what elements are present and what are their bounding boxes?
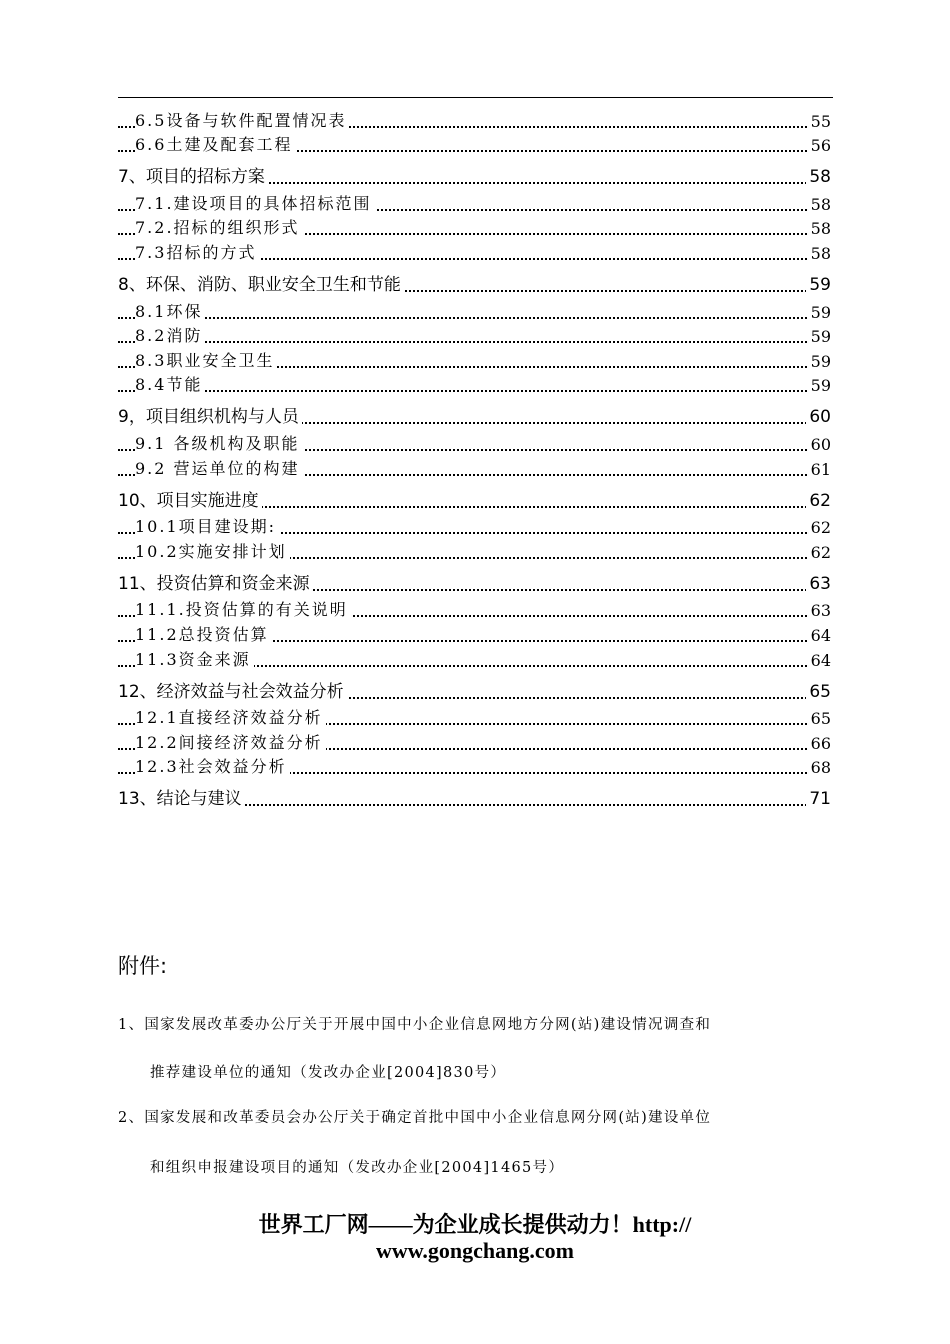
toc-entry-label: 9.1 各级机构及职能 (135, 431, 303, 454)
toc-leader-dots (118, 390, 831, 392)
toc-entry-page-number: 59 (806, 275, 831, 295)
toc-entry-label: 8.3职业安全卫生 (135, 348, 277, 371)
toc-entry-label: 7、项目的招标方案 (118, 162, 268, 187)
toc-entry-page-number: 71 (806, 789, 831, 809)
toc-entry-page-number: 62 (806, 491, 831, 511)
toc-entry-label: 8、环保、消防、职业安全卫生和节能 (118, 270, 404, 295)
toc-section-entry[interactable] (118, 456, 831, 481)
toc-section-entry[interactable] (118, 755, 831, 780)
toc-entry-label: 7.1.建设项目的具体招标范围 (135, 191, 375, 214)
attachment-1-line2: 推荐建设单位的通知（发改办企业[2004]830号） (150, 1065, 507, 1081)
toc-entry-page-number: 59 (808, 352, 831, 371)
toc-entry-label: 8.2消防 (135, 324, 205, 347)
toc-section-entry[interactable] (118, 622, 831, 647)
toc-section-entry[interactable] (118, 598, 831, 623)
toc-entry-page-number: 58 (808, 219, 831, 238)
toc-section-entry[interactable] (118, 133, 831, 158)
toc-entry-label: 12、经济效益与社会效益分析 (118, 677, 347, 702)
toc-entry-page-number: 64 (808, 651, 831, 670)
toc-entry-page-number: 64 (808, 626, 831, 645)
toc-section-entry[interactable] (118, 108, 831, 133)
toc-section-entry[interactable] (118, 647, 831, 672)
toc-section-entry[interactable] (118, 348, 831, 373)
toc-section-entry[interactable] (118, 706, 831, 731)
toc-entry-page-number: 56 (808, 136, 831, 155)
toc-section-entry[interactable] (118, 240, 831, 265)
toc-entry-page-number: 59 (808, 327, 831, 346)
toc-entry-label: 8.1环保 (135, 299, 205, 322)
toc-entry-label: 7.3招标的方式 (135, 240, 259, 263)
toc-section-entry[interactable] (118, 539, 831, 564)
toc-chapter-entry[interactable] (118, 672, 831, 706)
toc-leader-dots (118, 341, 831, 343)
toc-chapter-entry[interactable] (118, 397, 831, 431)
toc-chapter-entry[interactable] (118, 564, 831, 598)
toc-entry-page-number: 58 (808, 244, 831, 263)
toc-section-entry[interactable] (118, 299, 831, 324)
toc-entry-page-number: 61 (808, 460, 831, 479)
toc-entry-label: 11.3资金来源 (135, 647, 254, 670)
attachment-2-line1: 2、国家发展和改革委员会办公厅关于确定首批中国中小企业信息网分网(站)建设单位 (118, 1110, 712, 1126)
toc-entry-label: 10.1项目建设期: (135, 515, 279, 538)
footer-url: www.gongchang.com (375, 1238, 574, 1263)
table-of-contents (118, 108, 831, 813)
toc-entry-page-number: 66 (808, 734, 831, 753)
toc-entry-label: 7.2.招标的组织形式 (135, 216, 303, 239)
toc-entry-page-number: 65 (806, 682, 831, 702)
toc-entry-label: 6.6土建及配套工程 (135, 133, 295, 156)
toc-section-entry[interactable] (118, 431, 831, 456)
attachment-1-line1: 1、国家发展改革委办公厅关于开展中国中小企业信息网地方分网(站)建设情况调查和 (118, 1017, 712, 1033)
toc-section-entry[interactable] (118, 730, 831, 755)
toc-entry-label: 12.1直接经济效益分析 (135, 706, 326, 729)
toc-entry-label: 9，项目组织机构与人员 (118, 402, 302, 427)
toc-section-entry[interactable] (118, 216, 831, 241)
toc-entry-label: 10.2实施安排计划 (135, 539, 290, 562)
toc-entry-label: 11.1.投资估算的有关说明 (135, 598, 351, 621)
toc-entry-page-number: 59 (808, 376, 831, 395)
header-rule (118, 97, 833, 98)
toc-chapter-entry[interactable] (118, 265, 831, 299)
toc-entry-label: 10、项目实施进度 (118, 486, 262, 511)
footer-slogan: 世界工厂网——为企业成长提供动力！http:// (258, 1212, 692, 1237)
toc-chapter-entry[interactable] (118, 481, 831, 515)
toc-entry-page-number: 60 (806, 407, 831, 427)
toc-entry-label: 6.5设备与软件配置情况表 (135, 108, 349, 131)
toc-entry-label: 11、投资估算和资金来源 (118, 569, 313, 594)
toc-leader-dots (118, 317, 831, 319)
toc-entry-label: 12.3社会效益分析 (135, 755, 290, 778)
toc-section-entry[interactable] (118, 373, 831, 398)
toc-entry-page-number: 68 (808, 758, 831, 777)
toc-chapter-entry[interactable] (118, 779, 831, 813)
toc-entry-label: 12.2间接经济效益分析 (135, 730, 326, 753)
toc-chapter-entry[interactable] (118, 157, 831, 191)
toc-section-entry[interactable] (118, 515, 831, 540)
toc-entry-page-number: 60 (808, 435, 831, 454)
toc-entry-label: 13、结论与建议 (118, 784, 245, 809)
toc-entry-label: 9.2 营运单位的构建 (135, 456, 303, 479)
attachment-2-line2: 和组织申报建设项目的通知（发改办企业[2004]1465号） (150, 1160, 565, 1176)
toc-section-entry[interactable] (118, 324, 831, 349)
toc-section-entry[interactable] (118, 191, 831, 216)
toc-entry-page-number: 62 (808, 518, 831, 537)
toc-entry-page-number: 59 (808, 303, 831, 322)
toc-entry-page-number: 58 (808, 195, 831, 214)
toc-entry-page-number: 65 (808, 709, 831, 728)
toc-entry-page-number: 63 (806, 574, 831, 594)
attachments-title: 附件: (118, 954, 168, 978)
toc-entry-label: 8.4节能 (135, 373, 205, 396)
toc-entry-page-number: 55 (808, 112, 831, 131)
toc-entry-page-number: 58 (806, 167, 831, 187)
toc-entry-page-number: 63 (808, 601, 831, 620)
toc-entry-page-number: 62 (808, 543, 831, 562)
toc-entry-label: 11.2总投资估算 (135, 622, 272, 645)
